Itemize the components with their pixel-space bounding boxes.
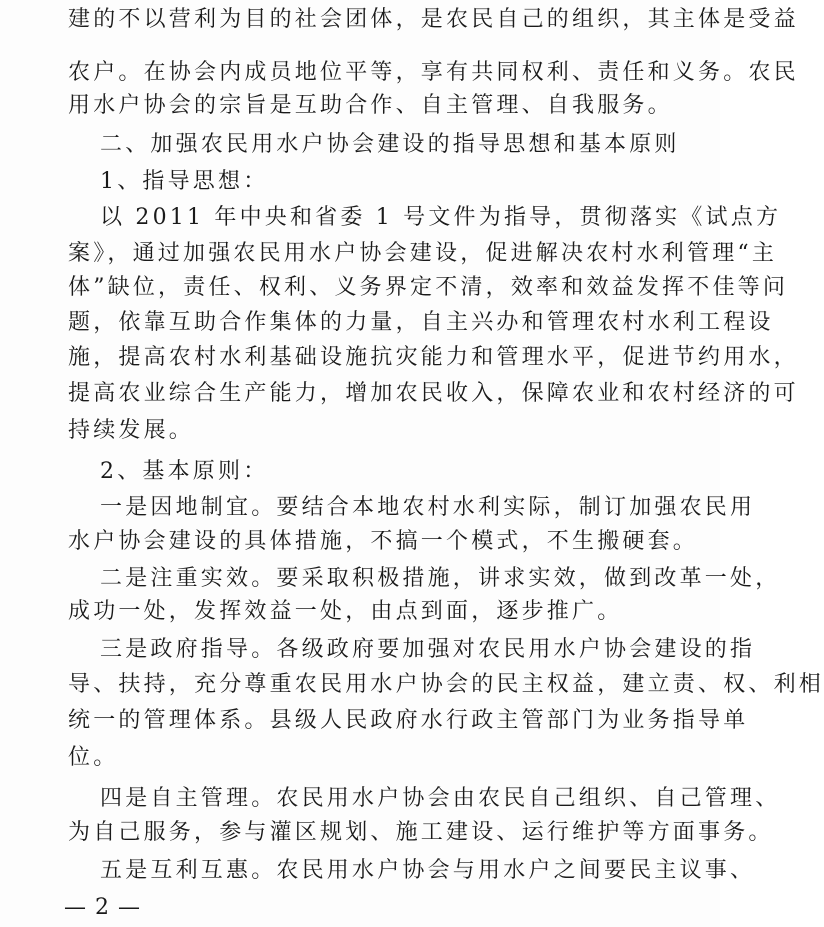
text-line: 三是政府指导。各级政府要加强对农民用水户协会建设的指	[100, 637, 756, 662]
text-line: 一是因地制宜。要结合本地农村水利实际，制订加强农民用	[100, 495, 756, 520]
text-line: 二是注重实效。要采取积极措施，讲求实效，做到改革一处，	[100, 566, 781, 591]
text-line: 水户协会建设的具体措施，不搞一个模式，不生搬硬套。	[68, 529, 699, 554]
text-line: 四是自主管理。农民用水户协会由农民自己组织、自己管理、	[100, 786, 781, 811]
section-heading: 二、加强农民用水户协会建设的指导思想和基本原则	[100, 132, 680, 157]
text-line: 提高农业综合生产能力，增加农民收入，保障农业和农村经济的可	[68, 381, 799, 406]
text-line: 用水户协会的宗旨是互助合作、自主管理、自我服务。	[68, 93, 673, 118]
text-line: 体”缺位，责任、权利、义务界定不清，效率和效益发挥不佳等问	[68, 275, 789, 300]
text-line: 以 2011 年中央和省委 1 号文件为指导，贯彻落实《试点方	[100, 205, 782, 230]
page-number: — 2 —	[64, 895, 141, 920]
text-line: 农户。在协会内成员地位平等，享有共同权利、责任和义务。农民	[68, 60, 799, 85]
subsection-heading: 1、指导思想：	[100, 169, 269, 194]
text-line: 建的不以营利为目的社会团体，是农民自己的组织，其主体是受益	[68, 7, 799, 32]
subsection-heading: 2、基本原则：	[100, 459, 269, 484]
text-line: 统一的管理体系。县级人民政府水行政主管部门为业务指导单	[68, 708, 749, 733]
text-line: 五是互利互惠。农民用水户协会与用水户之间要民主议事、	[100, 858, 756, 883]
text-line: 施，提高农村水利基础设施抗灾能力和管理水平，促进节约用水，	[68, 345, 799, 370]
text-line: 为自己服务，参与灌区规划、施工建设、运行维护等方面事务。	[68, 820, 774, 845]
text-line: 位。	[68, 745, 119, 770]
text-line: 持续发展。	[68, 418, 195, 443]
text-line: 题，依靠互助合作集体的力量，自主兴办和管理农村水利工程设	[68, 310, 774, 335]
text-line: 导、扶持，充分尊重农民用水户协会的民主权益，建立责、权、利相	[68, 672, 824, 697]
text-line: 案》，通过加强农民用水户协会建设，促进解决农村水利管理“主	[68, 241, 778, 266]
text-line: 成功一处，发挥效益一处，由点到面，逐步推广。	[68, 599, 623, 624]
